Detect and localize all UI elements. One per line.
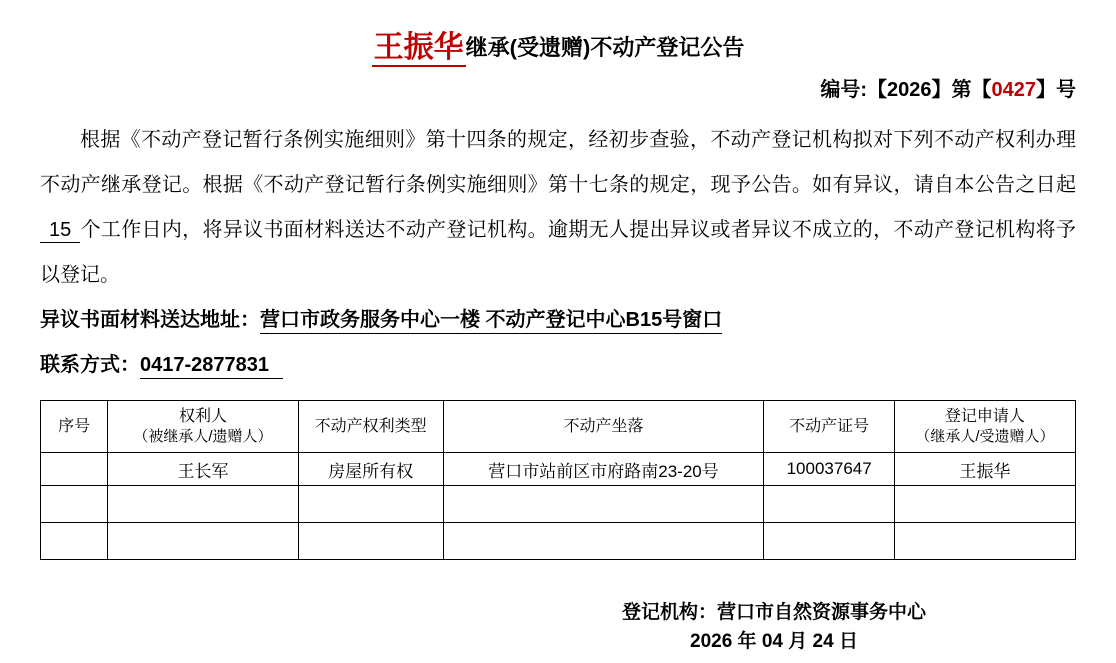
announcement-date: 2026 年 04 月 24 日 [690, 631, 858, 652]
doc-number-line [40, 70, 1076, 110]
cell-sequence [41, 523, 108, 560]
contact-line [40, 343, 1076, 388]
header-applicant: 登记申请人 （继承人/受遗赠人） [894, 401, 1075, 453]
header-location: 不动产坐落 [443, 401, 764, 453]
paragraph-text-before: 根据《不动产登记暂行条例实施细则》第十四条的规定，经初步查验，不动产登记机构拟对下列不动产权利办理不动产继承登记。根据《不动产登记暂行条例实施细则》第十七条的规定，现予公告。如有异议，请自本公告之日起 [40, 129, 1076, 196]
page-title [40, 22, 1076, 66]
header-right-type: 不动产权利类型 [298, 401, 443, 453]
address-value: 营口市政务服务中心一楼 不动产登记中心B15号窗口 [260, 309, 722, 334]
cell-location [443, 523, 764, 560]
cell-owner [108, 523, 298, 560]
footer [622, 598, 926, 656]
header-cert-number: 不动产证号 [764, 401, 894, 453]
cell-sequence [41, 486, 108, 523]
cell-sequence [41, 453, 108, 486]
cell-cert-number: 100037647 [764, 453, 894, 486]
doc-number-prefix: 编号:【2026】第【 [820, 79, 992, 101]
announcement-table [40, 400, 1076, 560]
body-paragraph [40, 118, 1076, 298]
table-header-row [41, 401, 1076, 453]
cell-owner [108, 486, 298, 523]
cell-location [443, 486, 764, 523]
contact-phone-value: 0417-2877831 [140, 354, 283, 379]
objection-days-value: 15 [40, 219, 80, 243]
header-sequence: 序号 [41, 401, 108, 453]
cell-cert-number [764, 486, 894, 523]
cell-owner: 王长军 [108, 453, 298, 486]
address-line [40, 298, 1076, 343]
header-owner: 权利人 （被继承人/遗赠人） [108, 401, 298, 453]
registration-authority: 登记机构：营口市自然资源事务中心 [621, 602, 926, 623]
paragraph-text-after: 个工作日内，将异议书面材料送达不动产登记机构。逾期无人提出异议或者异议不成立的，不动产登记机构将予以登记。 [40, 219, 1076, 286]
doc-number-value: 0427 [991, 79, 1036, 101]
table-row [41, 453, 1076, 486]
contact-label: 联系方式： [40, 354, 140, 376]
table-row [41, 523, 1076, 560]
cell-cert-number [764, 523, 894, 560]
cell-applicant [894, 523, 1075, 560]
cell-applicant: 王振华 [894, 453, 1075, 486]
cell-applicant [894, 486, 1075, 523]
cell-location: 营口市站前区市府路南23-20号 [443, 453, 764, 486]
doc-number-suffix: 】号 [1036, 79, 1076, 101]
title-applicant-name: 王振华 [372, 31, 466, 67]
cell-right-type [298, 486, 443, 523]
address-label: 异议书面材料送达地址： [40, 309, 260, 331]
title-text: 继承(受遗赠)不动产登记公告 [465, 35, 745, 60]
cell-right-type [298, 523, 443, 560]
cell-right-type: 房屋所有权 [298, 453, 443, 486]
table-row [41, 486, 1076, 523]
